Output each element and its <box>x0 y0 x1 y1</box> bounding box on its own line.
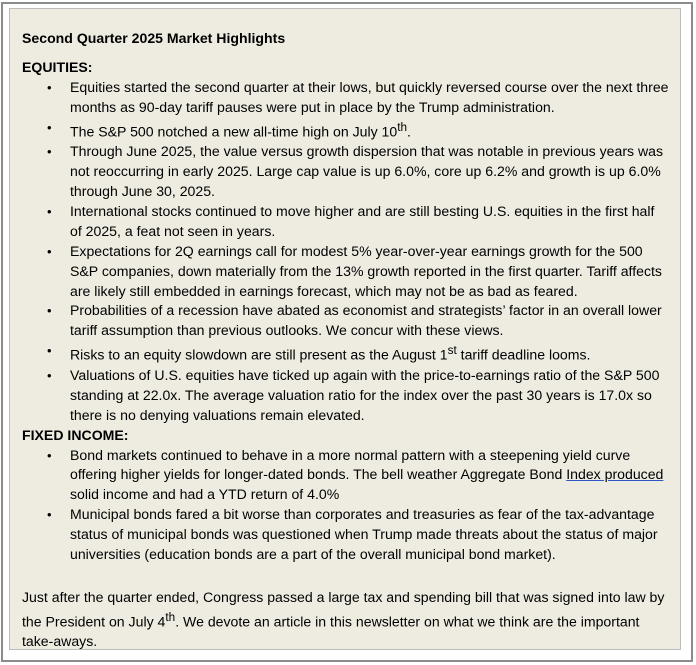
bullet-icon: • <box>47 447 52 463</box>
bullet-icon: • <box>47 119 52 135</box>
document-title: Second Quarter 2025 Market Highlights <box>22 30 286 46</box>
highlights-frame <box>1 2 693 662</box>
fixed-income-heading: FIXED INCOME: <box>22 426 129 443</box>
list-item: • Probabilities of a recession have abated as economist and strategists’ factor in an overall lower tariff assumption than previous outlooks. We concur with these views. <box>47 302 662 339</box>
equities-list <box>22 78 670 426</box>
list-item: • Expectations for 2Q earnings call for modest 5% year-over-year earnings growth for the 500 S&P companies, down materially from the 13% growth reported in the first quarter. Tariff affects are likely still embedded in earnings forecast, which may not be as bad as feared. <box>47 242 662 299</box>
bullet-icon: • <box>47 144 52 160</box>
list-item: • Valuations of U.S. equities have ticked up again with the price-to-earnings ratio of the S&P 500 standing at 22.0x. The average valuation ratio for the index over the past 30 years is 17.0x so there is no denying valuations remain elevated. <box>47 366 660 423</box>
index-link[interactable]: Index produced <box>566 466 664 483</box>
list-item: • Risks to an equity slowdown are still present as the August 1st tariff deadline looms. <box>47 343 591 363</box>
list-item: • Bond markets continued to behave in a more normal pattern with a steepening yield curve offering higher yields for longer-dated bonds. The bell weather Aggregate Bond Index produced solid income and had a YTD return of 4.0% <box>47 446 664 503</box>
bullet-icon: • <box>47 303 52 319</box>
bullet-icon: • <box>47 243 52 259</box>
bullet-icon: • <box>47 367 52 383</box>
list-item: • The S&P 500 notched a new all-time high on July 10th. <box>47 119 411 140</box>
bullet-icon: • <box>47 203 52 219</box>
highlights-box <box>9 8 681 650</box>
equities-heading: EQUITIES: <box>22 58 93 75</box>
list-item: • Municipal bonds fared a bit worse than corporates and treasuries as fear of the tax-advantage status of municipal bonds was questioned when Trump made threats about the status of major universities (education bonds are a part of the overall municipal bond market). <box>47 506 658 563</box>
list-item: • Through June 2025, the value versus growth dispersion that was notable in previous years was not reoccurring in early 2025. Large cap value is up 6.0%, core up 6.2% and growth is up 6.0% through June 30, 2025. <box>47 143 664 200</box>
list-item: • International stocks continued to move higher and are still besting U.S. equities in the first half of 2025, a feat not seen in years. <box>47 202 655 239</box>
bullet-icon: • <box>47 79 52 95</box>
bullet-icon: • <box>47 343 52 359</box>
list-item: • Equities started the second quarter at their lows, but quickly reversed course over the next three months as 90-day tariff pauses were put in place by the Trump administration. <box>47 78 669 115</box>
bullet-icon: • <box>47 507 52 523</box>
fixed-income-list <box>22 446 670 565</box>
closing-paragraph: Just after the quarter ended, Congress passed a large tax and spending bill that was signed into law by the President on July 4th. We devote an article in this newsletter on what we think are the important take-aways. <box>22 588 665 650</box>
